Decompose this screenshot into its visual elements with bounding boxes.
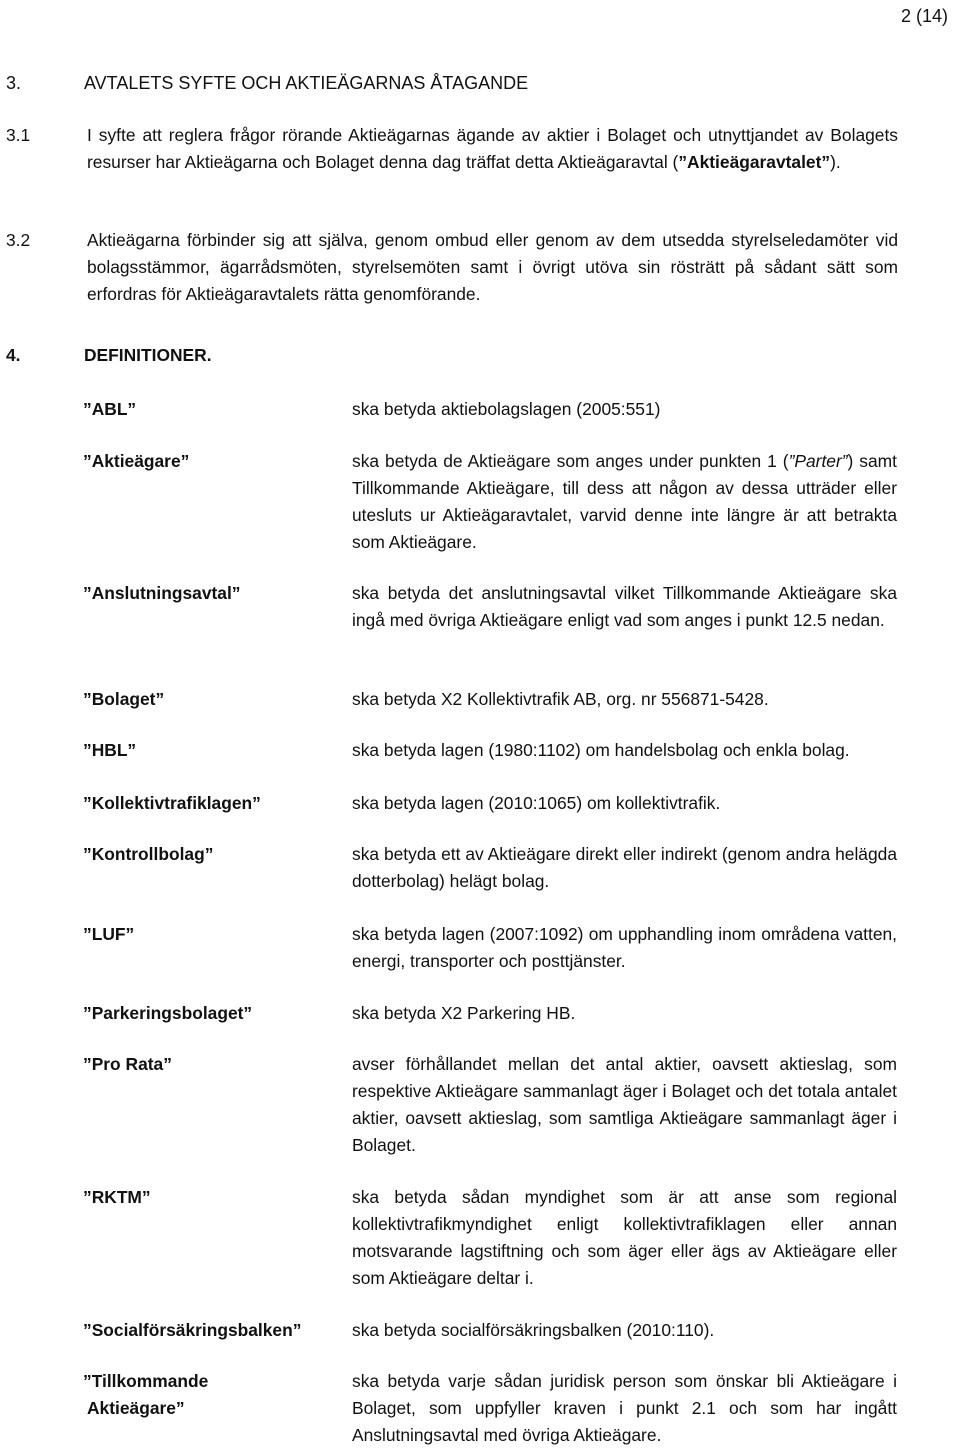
- definition-term: ”LUF”: [83, 924, 135, 944]
- section-4-title: DEFINITIONER.: [84, 345, 212, 365]
- definition-term: ”Aktieägare”: [83, 451, 190, 471]
- definition-term: ”Pro Rata”: [83, 1054, 172, 1074]
- clause-3-1-text: I syfte att reglera frågor rörande Aktieägarnas ägande av aktier i Bolaget och utnyttjandet av Bolagets resurser har Aktieägarna och Bolaget denna dag träffat detta Aktieägaravtal (”Aktieägaravtalet”).: [87, 125, 898, 172]
- definition-term: ”RKTM”: [83, 1187, 151, 1207]
- clause-3-2-number: 3.2: [6, 230, 31, 250]
- section-4-heading: [6, 345, 212, 366]
- defined-term: ”Aktieägaravtalet”: [678, 152, 831, 172]
- section-3-heading: [6, 73, 528, 94]
- definition-term: ”Kollektivtrafiklagen”: [83, 793, 261, 813]
- definition-term: ”Anslutningsavtal”: [83, 583, 241, 603]
- definition-desc: ska betyda X2 Kollektivtrafik AB, org. nr 556871-5428.: [352, 689, 769, 709]
- page-number: 2 (14): [900, 6, 948, 26]
- clause-3-2: [6, 227, 898, 308]
- definition-term: ”Bolaget”: [83, 689, 165, 709]
- definition-desc: ska betyda sådan myndighet som är att anse som regional kollektivtrafikmyndighet enligt kollektivtrafiklagen eller annan motsvarande lagstiftning och som äger eller ägs av Aktieägare eller som Aktieägare deltar i.: [352, 1187, 897, 1288]
- definition-desc: ska betyda lagen (2007:1092) om upphandling inom områdena vatten, energi, transporter och posttjänster.: [352, 924, 897, 971]
- definition-desc: ska betyda ett av Aktieägare direkt eller indirekt (genom andra helägda dotterbolag) helägt bolag.: [352, 844, 897, 891]
- definition-term: ”Socialförsäkringsbalken”: [83, 1320, 302, 1340]
- section-4-number: 4.: [6, 345, 21, 365]
- clause-3-1: [6, 122, 898, 176]
- definition-desc: ska betyda de Aktieägare som anges under punkten 1 (”Parter”) samt Tillkommande Aktieägare, till dess att någon av dessa utträder eller utesluts ur Aktieägaravtalet, varvid denne inte längre är att betrakta som Aktieägare.: [352, 451, 897, 552]
- clause-3-1-number: 3.1: [6, 125, 31, 145]
- definition-desc: ska betyda socialförsäkringsbalken (2010:110).: [352, 1320, 715, 1340]
- definition-term: ”Tillkommande Aktieägare”: [83, 1371, 209, 1418]
- definition-term: ”Kontrollbolag”: [83, 844, 214, 864]
- section-3-number: 3.: [6, 73, 22, 93]
- definition-term: ”Parkeringsbolaget”: [83, 1003, 253, 1023]
- definition-term: ”ABL”: [83, 399, 137, 419]
- section-3-title: AVTALETS SYFTE OCH AKTIEÄGARNAS ÅTAGANDE: [84, 73, 529, 93]
- definition-desc: ska betyda X2 Parkering HB.: [352, 1003, 576, 1023]
- definition-desc: ska betyda lagen (1980:1102) om handelsbolag och enkla bolag.: [352, 740, 850, 760]
- clause-3-2-text: Aktieägarna förbinder sig att själva, genom ombud eller genom av dem utsedda styrelseledamöter vid bolagsstämmor, ägarrådsmöten, styrelsemöten samt i övrigt utöva sin rösträtt på sådant sätt som erfordras för Aktieägaravtalets rätta genomförande.: [87, 230, 898, 304]
- defined-term-italic: ”Parter”: [788, 451, 848, 471]
- definition-desc: ska betyda aktiebolagslagen (2005:551): [352, 399, 661, 419]
- definition-term: ”HBL”: [83, 740, 137, 760]
- definition-desc: ska betyda varje sådan juridisk person som önskar bli Aktieägare i Bolaget, som uppfyller kraven i punkt 2.1 och som har ingått Anslutningsavtal med övriga Aktieägare.: [352, 1371, 897, 1445]
- definition-desc: avser förhållandet mellan det antal aktier, oavsett aktieslag, som respektive Aktieägare sammanlagt äger i Bolaget och det totala antalet aktier, oavsett aktieslag, som samtliga Aktieägare sammanlagt äger i Bolaget.: [352, 1054, 897, 1155]
- definition-desc: ska betyda det anslutningsavtal vilket Tillkommande Aktieägare ska ingå med övriga Aktieägare enligt vad som anges i punkt 12.5 nedan.: [352, 583, 897, 630]
- definition-desc: ska betyda lagen (2010:1065) om kollektivtrafik.: [352, 793, 721, 813]
